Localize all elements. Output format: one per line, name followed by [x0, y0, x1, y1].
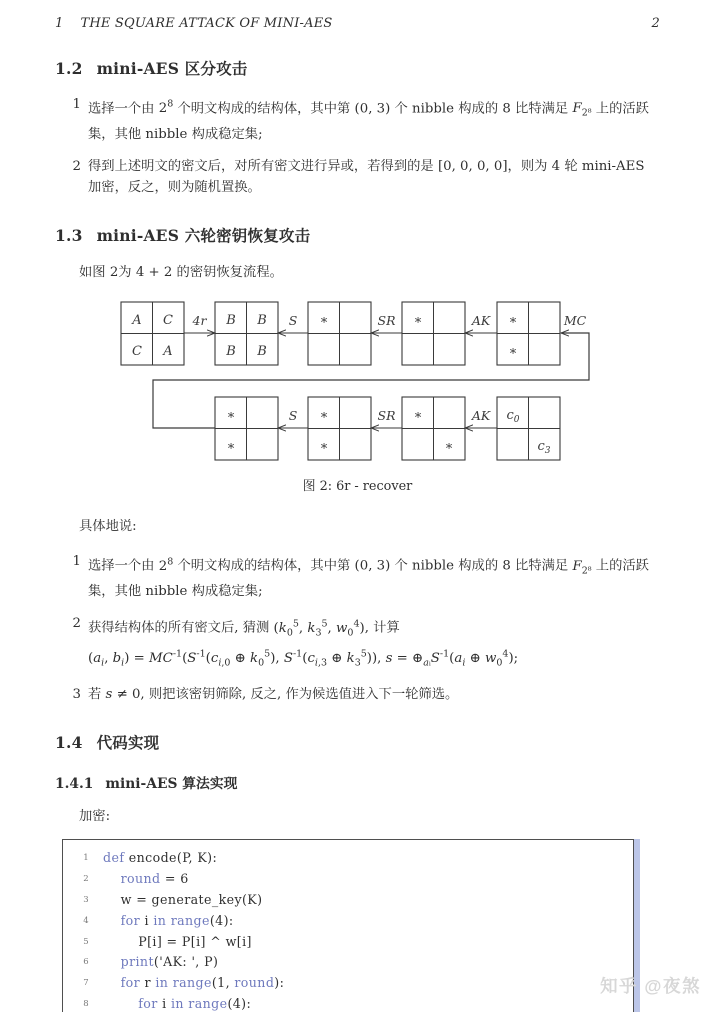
code-line-number: 4 [83, 915, 89, 926]
state-box [215, 302, 278, 365]
section-number: 1.2 [55, 59, 83, 78]
list-item [68, 551, 660, 602]
code-line-text: for i in range(4): [120, 912, 234, 928]
state-box [121, 302, 184, 365]
state-box [402, 302, 465, 365]
state-box [308, 397, 371, 460]
code-line [73, 869, 633, 890]
diagram-cell-label: B [226, 344, 236, 360]
encrypt-label: 加密: [79, 809, 111, 825]
page-number: 2 [651, 16, 660, 31]
list-item-text: 选择一个由 $2^8$ 个明文构成的结构体，其中第 (0, 3) 个 nibble 构成的 8 比特满足 $F_{2^8}$ 上的活跃集，其他 nibble 构成稳定集; [88, 99, 649, 143]
code-line-number: 3 [83, 894, 89, 905]
code-line [73, 973, 633, 994]
code-line-text: def encode(P, K): [103, 850, 218, 866]
key-recovery-steps-list [55, 551, 660, 705]
diagram-cell-label: ∗ [508, 313, 518, 329]
key-recovery-diagram [115, 293, 615, 465]
state-box [497, 397, 560, 460]
inline-math: ($k_0^5$, $k_3^5$, $w_0^4$) [273, 618, 365, 639]
diagram-cell-label: $c_0$ [506, 408, 520, 426]
diagram-cell-label: ∗ [413, 313, 423, 329]
list-item-text: 获得结构体的所有密文后, 猜测 ($k_0^5$, $k_3^5$, $w_0^4$), 计算 ($a_i$, $b_i) = MC^{-1}(S^{-1}(c_{i,0}$ ⊕ $k_0^5$), $S^{-1}(c_{i,3}$ ⊕ $k_3^5$)), $s = \oplus_{aᵢ}S^{-1}(a_i$ ⊕ $w_0^4$); [88, 618, 519, 669]
page-header [55, 16, 660, 31]
diagram-cell-label: C [132, 344, 142, 360]
diagram-cell-label: ∗ [226, 439, 236, 455]
code-line-number: 1 [83, 853, 89, 864]
list-item-text: 选择一个由 $2^8$ 个明文构成的结构体，其中第 (0, 3) 个 nibble 构成的 8 比特满足 $F_{2^8}$ 上的活跃集，其他 nibble 构成稳定集; [88, 556, 649, 600]
diagram-cell-label: B [257, 344, 267, 360]
list-item-number: 2 [72, 159, 81, 175]
section-title: 代码实现 [96, 733, 160, 753]
code-line-number: 7 [83, 978, 89, 989]
state-box [402, 397, 465, 460]
code-line-number: 2 [83, 874, 89, 885]
diagram-cell-label: ∗ [508, 344, 518, 360]
list-item-text: 得到上述明文的密文后，对所有密文进行异或，若得到的是 [0, 0, 0, 0]，则为 4 轮 mini-AES 加密，反之，则为随机置换。 [88, 159, 645, 196]
inline-math: $2^8$ [158, 556, 174, 574]
transform-label: SR [377, 408, 396, 424]
figure-caption: 图 2: 6r - recover [302, 479, 413, 495]
inline-math: ($a_i$, $b_i) = MC^{-1}(S^{-1}(c_{i,0}$ ⊕ $k_0^5$), $S^{-1}(c_{i,3}$ ⊕ $k_3^5$)), $s = \oplus_{aᵢ}S^{-1}(a_i$ ⊕ $w_0^4$); [88, 648, 519, 669]
code-listing [62, 839, 634, 1012]
code-line-text: w = generate_key(K) [103, 891, 263, 907]
diagram-cell-label: $c_3$ [537, 439, 551, 457]
diagram-cell-label: ∗ [319, 313, 329, 329]
code-line [73, 952, 633, 973]
inline-math: 4 + 2 [135, 265, 173, 281]
list-item [68, 156, 660, 198]
transform-label: AK [471, 313, 491, 329]
list-item [68, 613, 660, 673]
diagram-cell-label: ∗ [444, 439, 454, 455]
code-line-text: print('AK: ', P) [120, 954, 219, 970]
code-lines [73, 848, 633, 1012]
state-box [215, 397, 278, 460]
list-item-number: 1 [72, 554, 81, 570]
section-title: mini-AES 算法实现 [105, 776, 238, 793]
list-item-number: 1 [72, 97, 81, 112]
list-item [68, 94, 660, 145]
inline-math: $F_{2^8}$ [572, 558, 592, 577]
code-line [73, 932, 633, 953]
code-line-text: for r in range(1, round): [120, 975, 285, 991]
section-heading-1-4 [55, 731, 660, 753]
code-line [73, 911, 633, 932]
section-title: mini-AES 六轮密钥恢复攻击 [96, 226, 311, 246]
code-line-number: 5 [83, 936, 89, 947]
running-head [55, 16, 333, 31]
transform-label: SR [377, 313, 396, 329]
section-heading-1-2 [55, 57, 660, 79]
state-box [497, 302, 560, 365]
diagram-cell-label: ∗ [226, 408, 236, 424]
list-item-text: 若 s ≠ 0, 则把该密钥筛除, 反之, 作为候选值进入下一轮筛选。 [88, 687, 459, 703]
transform-label: S [288, 313, 298, 329]
diagram-cell-label: ∗ [319, 408, 329, 424]
diagram-cell-label: A [163, 344, 173, 360]
list-item-number: 2 [72, 616, 81, 632]
zhihu-watermark: 知乎 @夜煞 [600, 976, 701, 996]
section-number: 1.4.1 [55, 776, 94, 793]
figure-2 [55, 293, 660, 494]
code-line-text: for i in range(4): [138, 995, 252, 1011]
transform-label: MC [563, 313, 587, 329]
inline-math: s ≠ 0 [105, 687, 141, 703]
running-head-title: THE SQUARE ATTACK OF MINI-AES [80, 16, 333, 31]
transform-label: S [288, 408, 298, 424]
code-line [73, 890, 633, 911]
diagram-cell-label: B [226, 313, 236, 329]
diagram-cell-label: A [132, 313, 142, 329]
section-number: 1.4 [55, 733, 83, 753]
code-line-number: 6 [83, 957, 89, 968]
code-line [73, 994, 633, 1012]
section-title: mini-AES 区分攻击 [96, 59, 248, 78]
code-line [73, 848, 633, 869]
diagram-cell-label: ∗ [413, 408, 423, 424]
transform-label: AK [471, 408, 491, 424]
list-item [68, 684, 660, 705]
diagram-cell-label: C [163, 313, 173, 329]
detail-lead: 具体地说: [79, 519, 137, 535]
inline-math: $2^8$ [158, 99, 174, 117]
code-line-number: 8 [83, 998, 89, 1009]
running-head-section-number: 1 [55, 16, 64, 31]
inline-math: $F_{2^8}$ [572, 101, 592, 120]
diagram-cell-label: ∗ [319, 439, 329, 455]
section-heading-1-3 [55, 224, 660, 246]
distinguish-attack-list [55, 94, 660, 198]
state-box [308, 302, 371, 365]
inline-math: (0, 3) [354, 101, 391, 117]
section-heading-1-4-1 [55, 772, 660, 792]
transform-label: 4r [192, 313, 207, 329]
code-line-text: P[i] = P[i] ^ w[i] [103, 933, 252, 949]
inline-math: (0, 3) [354, 558, 391, 574]
figure-intro-paragraph: 如图 2为 4 + 2 的密钥恢复流程。 [79, 265, 283, 281]
diagram-cell-label: B [257, 313, 267, 329]
list-item-number: 3 [72, 687, 81, 703]
section-number: 1.3 [55, 226, 83, 246]
inline-math: [0, 0, 0, 0] [437, 159, 508, 175]
code-line-text: round = 6 [120, 871, 189, 887]
